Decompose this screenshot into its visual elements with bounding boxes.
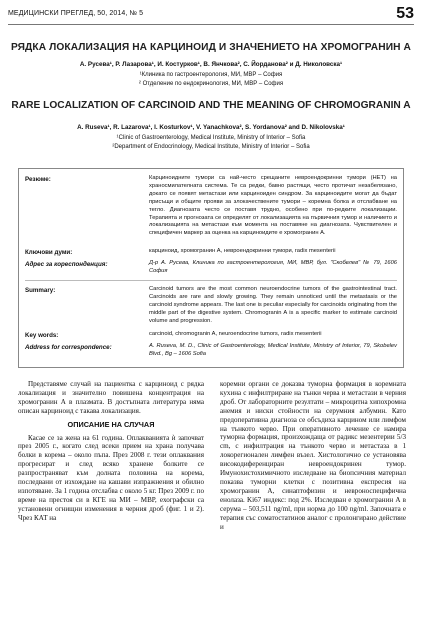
address-bg-text: Д-р А. Русева, Клиника по гастроентерология, МИ, МВР, бул. "Скобелев" № 79, 1606 София (149, 260, 397, 274)
abstract-box (18, 168, 404, 368)
address-bg-label: Адрес за кореспонденция: (25, 261, 108, 268)
page-number: 53 (396, 5, 414, 22)
section-heading-case: ОПИСАНИЕ НА СЛУЧАЯ (67, 419, 155, 429)
intro-paragraph: Представяме случай на пациентка с карциноид с рядка локализация и значително повишена концентрация на хромогранин А в плазмата. В достъпната литература няма описан карциноид с такава локализация. (18, 380, 204, 415)
case-paragraph: Касае се за жена на 61 година. Оплакванията ѝ започват през 2005 г., когато след всеки прием на храна получава болки в корема – около пъпа. През 2008 г. тези оплаквания прогресират и след всяко хранене болките се разпространяват към долната половина на корема, последвани от изхождане на кашави изпражнения и обилно изпотяване. За 1 година отслабва с около 5 кг. През 2009 г. по време на престоя си в КГЕ на МИ – МВР, ехографски са установени огнищни изменения в черния дроб (фиг. 1 и 2). Чрез КАТ на (18, 433, 204, 522)
authors-english: A. Ruseva¹, R. Lazarova¹, I. Kosturkov¹, V. Yanachkova², S. Yordanova² and D. Nikolovska¹ (77, 124, 345, 131)
affiliation-1-bulgarian: ¹Клиника по гастроентерология, МИ, МВР – София (139, 72, 283, 78)
authors-bulgarian: А. Русева¹, Р. Лазарова¹, И. Костурков¹, В. Янчкова², С. Йорданова² и Д. Николовска¹ (79, 61, 343, 68)
summary-label: Summary: (25, 287, 56, 294)
keywords-en-text: carcinoid, chromogranin A, neuroendocrine tumors, radix mesenterii (149, 331, 322, 337)
running-header (8, 5, 414, 25)
journal-citation: МЕДИЦИНСКИ ПРЕГЛЕД, 50, 2014, № 5 (8, 10, 144, 17)
address-en-text: A. Ruseva, M. D., Clinic of Gastroenterology, Medical Institute, Ministry of Interior, 79, Skobelev Blvd., Bg – 1606 Sofia (149, 343, 397, 357)
keywords-bg-label: Ключови думи: (25, 249, 73, 256)
title-bulgarian: РЯДКА ЛОКАЛИЗАЦИЯ НА КАРЦИНОИД И ЗНАЧЕНИЕТО НА ХРОМОГРАНИН А (10, 42, 411, 53)
keywords-bg-text: карциноид, хромогранин А, невроендокринни тумори, radix mesenterii (149, 248, 336, 254)
affiliation-2-bulgarian: ² Отделение по ендокринология, МИ, МВР – София (138, 81, 284, 87)
affiliation-2-english: ²Department of Endocrinology, Medical Institute, Ministry of Interior – Sofia (112, 144, 310, 150)
title-english: RARE LOCALIZATION OF CARCINOID AND THE MEANING OF CHROMOGRANIN A (11, 100, 411, 111)
keywords-en-label: Key words: (25, 332, 59, 339)
address-en-label: Address for correspondence: (25, 344, 112, 351)
summary-text: Carcinoid tumors are the most common neuroendocrine tumors of the gastrointestinal tract. Carcinoids are rare and slowly growing. They remain unnoticed until the metastasis or the carcinoid syndrome appears. The last one is peculiar especially for carcinoids originating from the middle part of the digestive system. Chromogranin A is a specific marker to estimate carcinoid volume and progression. (149, 286, 397, 324)
rezyume-label: Резюме: (25, 176, 51, 183)
body-right-column (220, 380, 406, 532)
case-continuation-paragraph: коремни органи се доказва туморна формация в коремната кухина с инфилтриране на тънки черва и метастази в черния дроб. От лабораторните резултати – микроцитна хипохромна анемия и ниски стойности на серумния албумин. Като предоперативна диагноза се обсъдиха карцином или лимфом на тънкото черво. При оперативното лечение се намира туморна формация, произхождаща от радикс мезентерии 5/3 cm, с инфилтрация на тънкото черво и метастаза в 1 локорегионален лимфен възел. Хистологично се установява високодиференциран невроендокринен тумор. Имунохистохимичното изследване на биопсичния материал показва туморни клетки с позитивна експресия на хромогранин А, синаптофизин и невроноспецифична енолаза. Ki67 индекс: под 2%. Изследван е хромогранин А в серума – 503,511 ng/ml, при норма до 100 ng/ml. Започната е терапия със соматостатинов аналог с пролонгирано действие и (220, 380, 406, 531)
body-left-column (18, 380, 204, 524)
abstract-divider (25, 280, 397, 281)
affiliation-1-english: ¹Clinic of Gastroenterology, Medical Institute, Ministry of Interior – Sofia (116, 135, 306, 141)
rezyume-text: Карциноидните тумори са най-често срещаните невроендокринни тумори (НЕТ) на храносмилателната система. Те са редки, бавно растящи, често протичат незабелязано, докато се появят метастази или карциноиден синдром. За карциноидите могат да бъдат присъщи и общите прояви за злокачествените тумори – коремна болка и отслабване на тегло. Диагнозата често се поставя трудно, особено при по-редките локализации. Терапията и прогнозата се определят от локализацията на първичния тумор и наличието и локализацията на метастази към момента на поставяне на диагнозата. Чувствителен и специфичен маркер за оценка на карциноидите е хромогранин А. (149, 175, 397, 237)
